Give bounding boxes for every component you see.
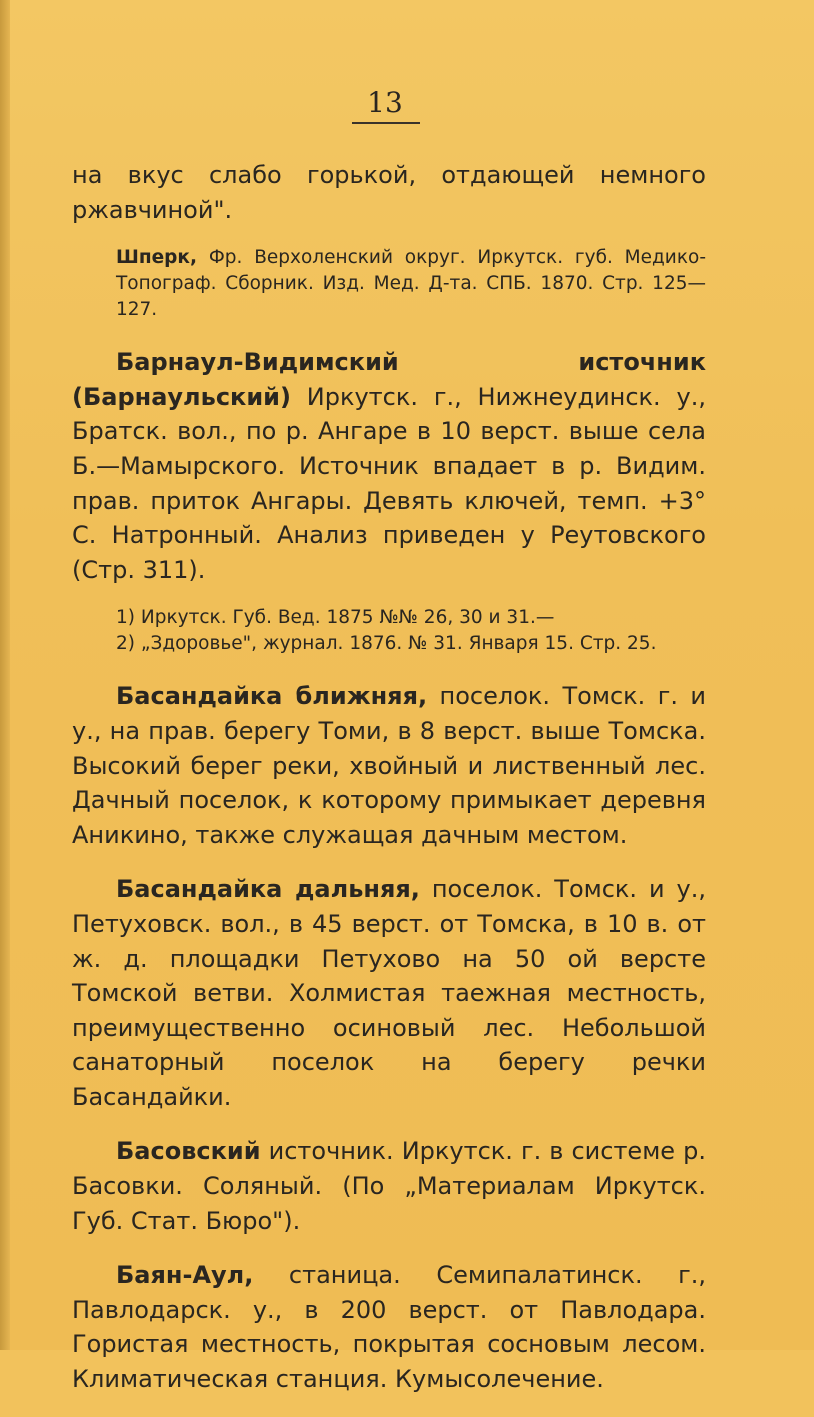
- page-number: 13: [367, 86, 403, 119]
- entry-body: источник. Иркутск. г. в системе р. Басовки. Соляный. (По „Материалам Иркутск. Губ. Стат. Бюро").: [72, 1137, 706, 1235]
- entry-body: Иркутск. г., Нижнеудинск. у., Братск. вол., по р. Ангаре в 10 верст. выше села Б.—Мамырского. Источник впадает в р. Видим. прав. приток Ангары. Девять ключей, темп. +3° С. Натронный. Анализ приведен у Реутовского (Стр. 311).: [72, 382, 706, 584]
- entry-title: Баян-Аул,: [116, 1261, 254, 1290]
- reference-line: 1) Иркутск. Губ. Вед. 1875 №№ 26, 30 и 31.—: [116, 607, 555, 629]
- reference-irkutsk-vedomosti: [116, 605, 706, 657]
- intro-paragraph: [72, 158, 706, 227]
- page-binding-edge: [0, 0, 10, 1350]
- entry-basovsky: [72, 1134, 706, 1238]
- entry-title: Басандайка ближняя,: [116, 682, 428, 711]
- entry-body: поселок. Томск. и у., Петуховск. вол., в 45 верст. от Томска, в 10 в. от ж. д. площадки Петухово на 50 ой версте Томской ветви. Холмистая таежная местность, преимущественно осиновый лес. Небольшой санаторный поселок на берегу речки Басандайки.: [72, 875, 707, 1111]
- entry-title: Басандайка дальняя,: [116, 875, 420, 904]
- entry-title: Барнаул-Видимский источник (Барнаульский): [72, 348, 706, 411]
- page-number-rule: [352, 122, 420, 124]
- reference-text: Фр. Верхоленский округ. Иркутск. губ. Медико-Топограф. Сборник. Изд. Мед. Д-та. СПБ. 1870. Стр. 125—127.: [116, 247, 706, 321]
- intro-text: на вкус слабо горькой, отдающей немного ржавчиной".: [72, 161, 706, 224]
- entry-body: станица. Семипалатинск. г., Павлодарск. у., в 200 верст. от Павлодара. Гористая местность, покрытая сосновым лесом. Климатическая станция. Кумысолечение.: [72, 1261, 706, 1394]
- reference-line: 2) „Здоровье", журнал. 1876. № 31. Января 15. Стр. 25.: [116, 633, 657, 655]
- entry-basandaika-near: [72, 679, 706, 852]
- entry-body: поселок. Томск. г. и у., на прав. берегу Томи, в 8 верст. выше Томска. Высокий берег реки, хвойный и лиственный лес. Дачный поселок, к которому примыкает деревня Аникино, также служащая дачным местом.: [72, 682, 707, 849]
- reference-shperk: [116, 245, 706, 323]
- text-column: [72, 158, 706, 1417]
- entry-barnaul-vidimsky: [72, 345, 706, 587]
- entry-basandaika-far: [72, 872, 706, 1114]
- entry-title: Басовский: [116, 1137, 261, 1166]
- entry-bayan-aul: [72, 1258, 706, 1396]
- reference-author: Шперк,: [116, 247, 198, 269]
